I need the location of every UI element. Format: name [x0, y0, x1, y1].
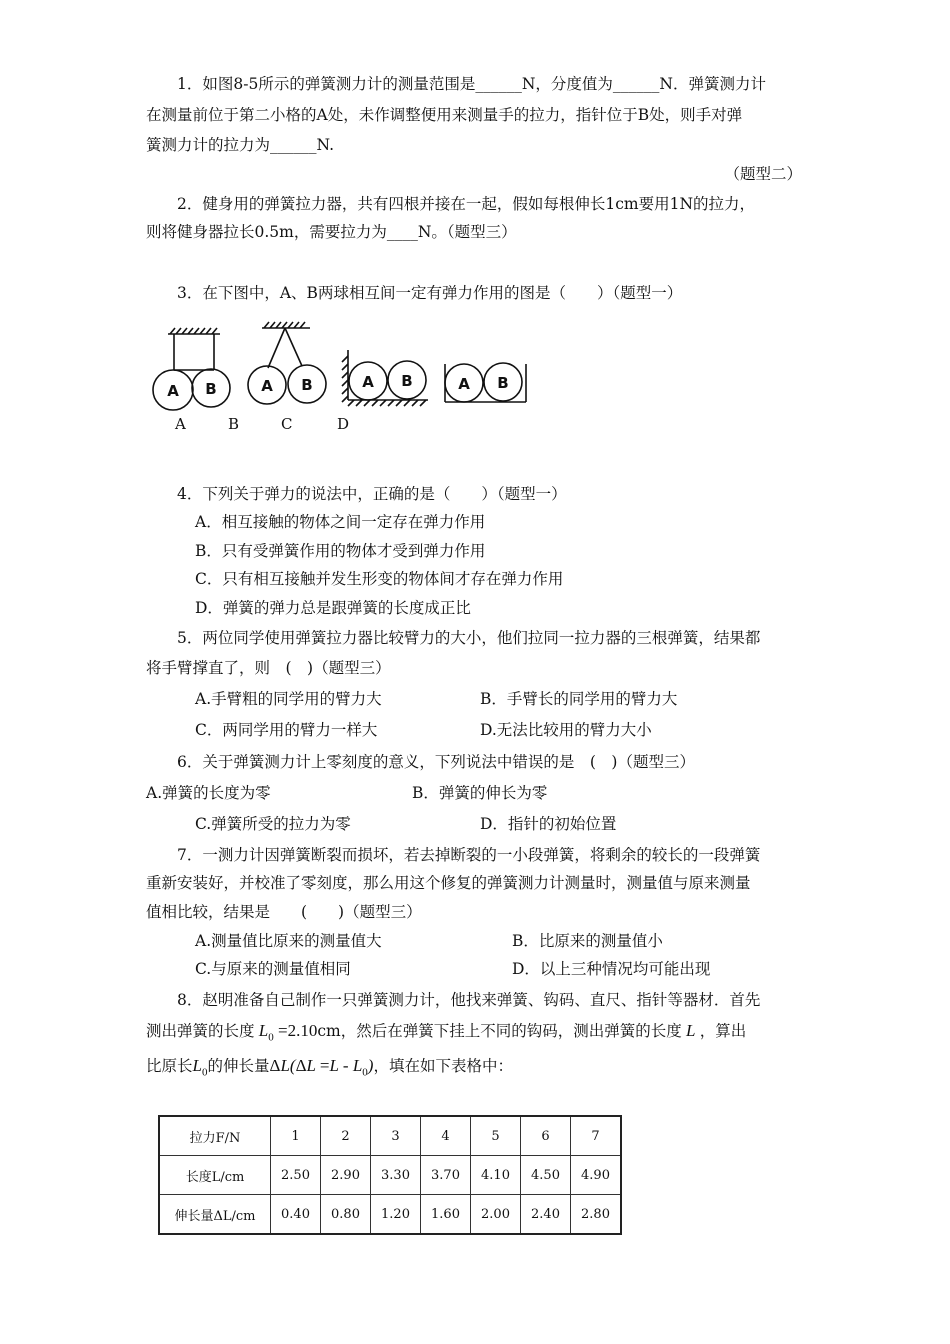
l0-symbol: $L_0$ [192, 1056, 208, 1079]
diagram-b [248, 322, 326, 404]
diagram-d [445, 363, 526, 402]
row-header: 拉力F/N [159, 1116, 271, 1156]
table-cell: 2.40 [521, 1195, 571, 1235]
q7-option-b: B．比原来的测量值小 [512, 932, 663, 950]
q4-option-b: B．只有受弹簧作用的物体才受到弹力作用 [195, 542, 486, 560]
delta-l-formula: $\Delta L(\Delta L =L - L_0)$ [269, 1056, 374, 1079]
q3-stem: 3．在下图中，A、B两球相互间一定有弹力作用的图是（ ）（题型一） [177, 284, 683, 302]
q7-line-2: 重新安装好，并校准了零刻度，那么用这个修复的弹簧测力计测量时，测量值与原来测量 [146, 874, 751, 892]
table-cell: 0.80 [321, 1195, 371, 1235]
q6-option-c: C.弹簧所受的拉力为零 [195, 815, 351, 833]
table-cell: 4 [421, 1116, 471, 1156]
row-header: 长度L/cm [159, 1156, 271, 1195]
ball-a-label: A [362, 373, 374, 391]
q8-line-2 [146, 1021, 806, 1047]
figure-label-d: D [337, 415, 350, 433]
q8-text: ，填在如下表格中： [373, 1057, 513, 1075]
spring-data-table [158, 1115, 622, 1235]
table-cell: 3.30 [371, 1156, 421, 1195]
ball-b-label: B [401, 372, 413, 390]
table-cell: 2.80 [571, 1195, 622, 1235]
table-cell: 3 [371, 1116, 421, 1156]
table-cell: 4.10 [471, 1156, 521, 1195]
ball-a-label: A [458, 375, 470, 393]
table-cell: 0.40 [271, 1195, 321, 1235]
q5-option-a: A.手臂粗的同学用的臂力大 [195, 690, 382, 708]
q5-option-d: D.无法比较用的臂力大小 [480, 721, 652, 739]
q4-stem: 4．下列关于弹力的说法中，正确的是（ ）（题型一） [177, 485, 567, 503]
table-cell: 2 [321, 1116, 371, 1156]
q5-option-c: C．两同学用的臂力一样大 [195, 721, 378, 739]
q8-line-1: 8．赵明准备自己制作一只弹簧测力计，他找来弹簧、钩码、直尺、指针等器材．首先 [177, 991, 761, 1009]
q7-option-d: D．以上三种情况均可能出现 [512, 960, 711, 978]
figure-label-b: B [228, 415, 240, 433]
q2-line-2: 则将健身器拉长0.5m，需要拉力为____N。（题型三） [146, 223, 517, 241]
q5-line-2: 将手臂撑直了，则 ( )（题型三） [146, 659, 391, 677]
l0-value: =2.10 [277, 1021, 318, 1040]
q8-text: 比原长 [146, 1057, 193, 1075]
q8-text: cm，然后在弹簧下挂上不同的钩码，测出弹簧的长度 [317, 1022, 682, 1040]
q5-option-b: B．手臂长的同学用的臂力大 [480, 690, 678, 708]
q1-line-3: 簧测力计的拉力为______N. [146, 136, 334, 154]
q6-option-d: D．指针的初始位置 [480, 815, 617, 833]
q8-line-3 [146, 1056, 806, 1082]
table-cell: 1.20 [371, 1195, 421, 1235]
table-cell: 6 [521, 1116, 571, 1156]
diagram-c [342, 350, 428, 406]
table-cell: 2.50 [271, 1156, 321, 1195]
q6-stem: 6．关于弹簧测力计上零刻度的意义，下列说法中错误的是 ( )（题型三） [177, 753, 695, 771]
q7-option-c: C.与原来的测量值相同 [195, 960, 351, 978]
table-cell: 4.90 [571, 1156, 622, 1195]
q6-option-a: A.弹簧的长度为零 [146, 784, 271, 802]
figure-label-a: A [175, 415, 186, 433]
q4-option-a: A．相互接触的物体之间一定存在弹力作用 [195, 513, 486, 531]
q1-tag: （题型二） [724, 165, 802, 183]
table-row [159, 1116, 621, 1156]
l0-symbol: $L_0 =2.10$ [254, 1021, 318, 1044]
table-cell: 3.70 [421, 1156, 471, 1195]
ball-b-label: B [301, 376, 313, 394]
q1-line-1: 1．如图8-5所示的弹簧测力计的测量范围是______N，分度值为______N．弹簧测力计 [177, 75, 766, 93]
table-cell: 4.50 [521, 1156, 571, 1195]
q6-option-b: B．弹簧的伸长为零 [412, 784, 548, 802]
q8-text: 的伸长量 [207, 1057, 270, 1075]
ball-a-label: A [261, 377, 273, 395]
table-row [159, 1195, 621, 1235]
q4-option-d: D．弹簧的弹力总是跟弹簧的长度成正比 [195, 599, 471, 617]
table-cell: 7 [571, 1116, 622, 1156]
l-symbol: L [681, 1021, 700, 1040]
ball-b-label: B [497, 374, 509, 392]
ball-a-label: A [167, 382, 179, 400]
q4-option-c: C．只有相互接触并发生形变的物体间才存在弹力作用 [195, 570, 564, 588]
figure-label-c: C [281, 415, 293, 433]
q2-line-1: 2．健身用的弹簧拉力器，共有四根并接在一起，假如每根伸长1cm要用1N的拉力， [177, 195, 756, 213]
q7-line-1: 7．一测力计因弹簧断裂而损坏，若去掉断裂的一小段弹簧，将剩余的较长的一段弹簧 [177, 846, 761, 864]
q7-option-a: A.测量值比原来的测量值大 [195, 932, 382, 950]
table-cell: 1.60 [421, 1195, 471, 1235]
table-row [159, 1156, 621, 1195]
ball-diagrams [148, 318, 538, 418]
table-cell: 1 [271, 1116, 321, 1156]
q8-text: ，算出 [699, 1022, 747, 1040]
table-cell: 2.00 [471, 1195, 521, 1235]
q7-line-3: 值相比较，结果是 ( )（题型三） [146, 903, 422, 921]
table-cell: 5 [471, 1116, 521, 1156]
ball-b-label: B [205, 380, 217, 398]
row-header: 伸长量ΔL/cm [159, 1195, 271, 1235]
q8-text: 测出弹簧的长度 [146, 1022, 255, 1040]
diagram-a [153, 328, 230, 410]
q5-line-1: 5．两位同学使用弹簧拉力器比较臂力的大小，他们拉同一拉力器的三根弹簧，结果都 [177, 629, 761, 647]
q1-line-2: 在测量前位于第二小格的A处，未作调整便用来测量手的拉力，指针位于B处，则手对弹 [146, 106, 743, 124]
table-cell: 2.90 [321, 1156, 371, 1195]
